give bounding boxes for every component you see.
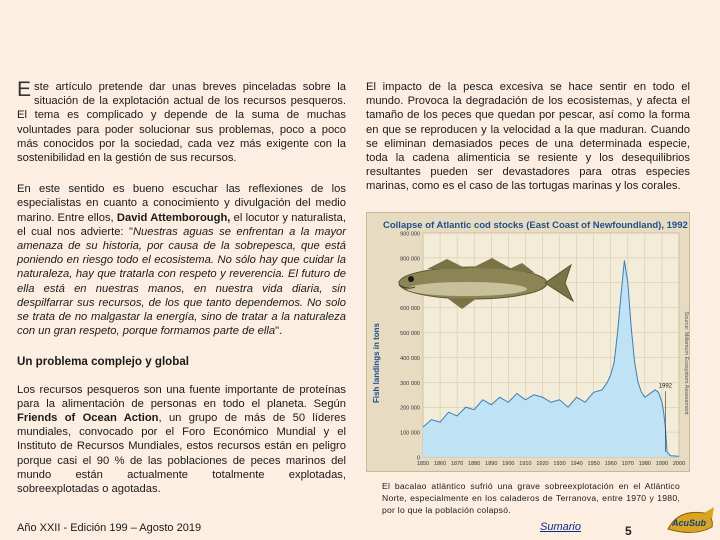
y-tick-label: 600 000 (400, 306, 420, 313)
annotation-label: 1992 (658, 383, 673, 390)
cod-chart-svg (367, 213, 691, 473)
x-tick-label: 1940 (570, 461, 583, 467)
x-tick-label: 1890 (485, 461, 498, 467)
x-tick-label: 1950 (587, 461, 600, 467)
logo-text: AcuSub (671, 518, 707, 528)
y-tick-label: 300 000 (400, 380, 420, 387)
y-tick-label: 900 000 (400, 231, 420, 238)
intro-text: ste artículo pretende dar unas breves pinceladas sobre la situación de la explotación actual de los recursos pesqueros. El tema es complicado y depende de la suma de muchas voluntades para poder solucionar sus problemas, poco a poco más conocidos por la sociedad, cada vez más exigente con la sostenibilidad en la gestión de sus recursos. (17, 81, 346, 165)
y-tick-label: 200 000 (400, 405, 420, 412)
org-name: Friends of Ocean Action (17, 412, 159, 425)
x-tick-label: 1920 (536, 461, 549, 467)
x-tick-label: 1910 (519, 461, 532, 467)
x-tick-label: 1930 (553, 461, 566, 467)
y-tick-label: 400 000 (400, 355, 420, 362)
intro-paragraph (17, 80, 346, 165)
y-tick-label: 500 000 (400, 331, 420, 338)
x-tick-label: 1870 (451, 461, 464, 467)
chart-caption: El bacalao atlántico sufrió una grave sobreexplotación en el Atlántico Norte, especialmente en los caladeros de Terranova, entre 1970 y 1980, por lo que la población colapsó. (382, 481, 680, 515)
attenborough-mid: el locutor y naturalista, el cual nos advierte: " (17, 211, 346, 238)
attenborough-name: David Attemborough, (116, 211, 231, 224)
resources-intro: Los recursos pesqueros son una fuente importante de proteínas para la alimentación de personas en todo el planeta. Según (17, 383, 346, 410)
y-tick-label: 800 000 (400, 256, 420, 263)
attenborough-end: ". (275, 325, 283, 338)
x-tick-label: 1850 (416, 461, 430, 467)
cod-chart (366, 212, 690, 472)
chart-title: Collapse of Atlantic cod stocks (East Coast of Newfoundland), 1992 (383, 220, 688, 231)
attenborough-quote: Nuestras aguas se enfrentan a la mayor amenaza de su historia, por causa de la sobrepesca, que está poniendo en riesgo todo el ecosistema. No sólo hay que cuidar la naturaleza, hay que tratarla con respeto y reverencia. El futuro de ella está en nuestras manos, en nuestra vida diaria, sin despilfarrar sus recursos, de los que tanto dependemos. No solo se trata de no malgastar la energía, sino de tratar a la naturaleza con un gran respeto, porque formamos parte de ella (17, 225, 346, 338)
source-note: Source: Millenium Ecosystem Assessment (683, 311, 689, 415)
section-subheading: Un problema complejo y global (17, 355, 189, 369)
x-tick-label: 1880 (468, 461, 481, 467)
y-tick-label: 100 000 (400, 430, 420, 437)
x-tick-label: 1900 (502, 461, 515, 467)
sumario-link[interactable]: Sumario (540, 521, 581, 533)
y-axis-label: Fish landings in tons (372, 323, 381, 403)
right-column (366, 80, 690, 211)
x-tick-label: 1860 (433, 461, 447, 467)
acusub-logo (664, 507, 716, 537)
x-tick-label: 2000 (672, 461, 686, 467)
page-number: 5 (625, 524, 632, 538)
drop-cap: E (17, 78, 32, 101)
resources-rest: , un grupo de más de 50 líderes mundiales, convocado por el Foro Económico Mundial y el Instituto de Recursos Mundiales, estos recursos están en peligro porque casi el 90 % de las poblaciones de peces marinos del mundo están actualmente totalmente explotadas, sobreexplotadas o agotadas. (17, 412, 346, 496)
attenborough-paragraph (17, 182, 346, 338)
x-tick-label: 1990 (655, 461, 669, 467)
x-tick-label: 1980 (638, 461, 651, 467)
x-tick-label: 1970 (621, 461, 634, 467)
attenborough-intro: En este sentido es bueno escuchar las reflexiones de los especialistas en cuanto a conocimiento y divulgación del medio marino. Entre ellos, (17, 183, 346, 224)
impact-paragraph: El impacto de la pesca excesiva se hace sentir en todo el mundo. Provoca la degradación de los ecosistemas, y afecta el tamaño de los peces que quedan por pescar, así como la forma en que se reproducen y la velocidad a la que maduran. Cuando se eliminan demasiados peces de una determinada especie, toda la cadena alimenticia se resiente y los desequilibrios resultantes pueden ser devastadores para otras especies marinas, como es el caso de las tortugas marinas y los corales. (366, 81, 690, 193)
x-tick-label: 1960 (604, 461, 617, 467)
edition-info: Año XXII - Edición 199 – Agosto 2019 (17, 522, 202, 534)
y-tick-label: 0 (416, 455, 420, 462)
resources-paragraph (17, 383, 346, 497)
left-column (17, 80, 346, 513)
